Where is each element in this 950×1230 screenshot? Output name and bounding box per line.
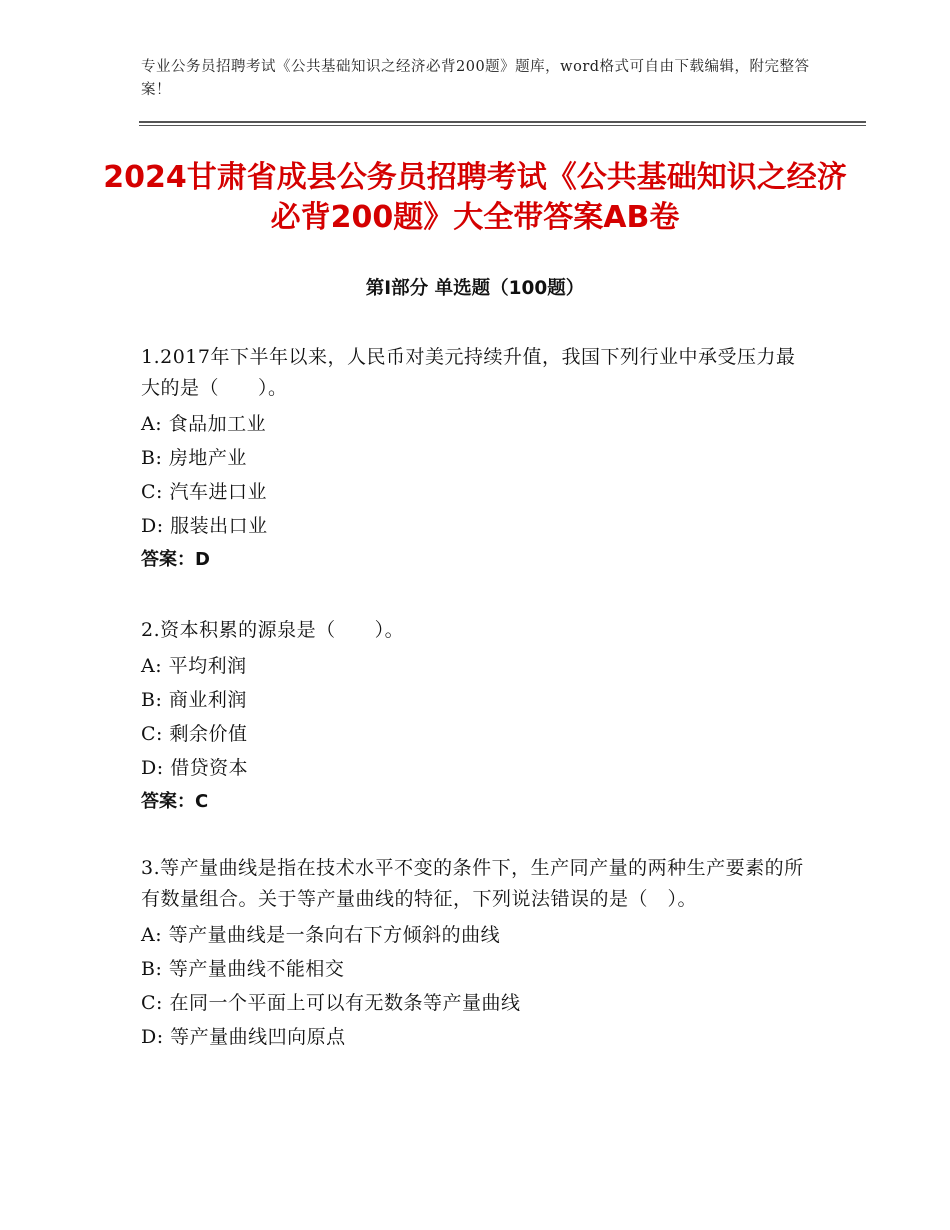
option-c: C: 在同一个平面上可以有无数条等产量曲线 (141, 992, 521, 1014)
header-divider (139, 121, 866, 123)
option-d: D: 等产量曲线凹向原点 (141, 1026, 346, 1048)
option-b: B: 商业利润 (141, 689, 247, 711)
option-b: B: 房地产业 (141, 447, 247, 469)
option-b: B: 等产量曲线不能相交 (141, 958, 345, 980)
option-a: A: 等产量曲线是一条向右下方倾斜的曲线 (141, 924, 501, 946)
header-note: 专业公务员招聘考试《公共基础知识之经济必背200题》题库，word格式可自由下载编辑，附完整答案！ (141, 59, 810, 98)
option-a: A: 平均利润 (141, 655, 247, 677)
option-a: A: 食品加工业 (141, 413, 267, 435)
question-block (141, 342, 811, 577)
header-divider-thin (139, 125, 866, 126)
question-stem: 3.等产量曲线是指在技术水平不变的条件下，生产同产量的两种生产要素的所有数量组合。关于等产量曲线的特征，下列说法错误的是（ ）。 (141, 857, 804, 910)
answer-line: 答案：D (141, 549, 210, 570)
question-block (141, 615, 811, 819)
question-stem: 1.2017年下半年以来，人民币对美元持续升值，我国下列行业中承受压力最大的是（ ）。 (141, 346, 796, 399)
document-title: 2024甘肃省成县公务员招聘考试《公共基础知识之经济必背200题》大全带答案AB卷 (103, 160, 847, 235)
option-d: D: 服装出口业 (141, 515, 268, 537)
option-c: C: 汽车进口业 (141, 481, 267, 503)
question-block (141, 853, 811, 1054)
answer-line: 答案：C (141, 791, 209, 812)
section-heading: 第Ⅰ部分 单选题（100题） (365, 278, 585, 299)
option-c: C: 剩余价值 (141, 723, 248, 745)
option-d: D: 借贷资本 (141, 757, 249, 779)
question-stem: 2.资本积累的源泉是（ ）。 (141, 619, 405, 641)
